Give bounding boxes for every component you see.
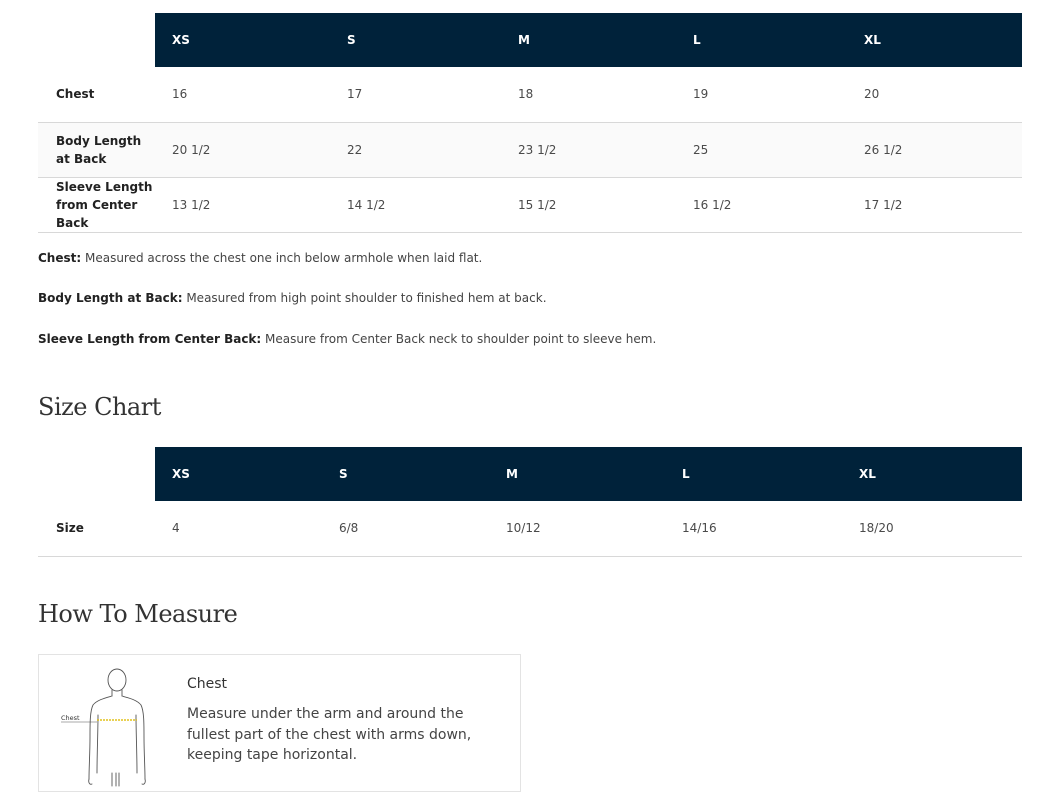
note-text: Measured from high point shoulder to finished hem at back. (182, 291, 547, 305)
table-cell: 25 (676, 122, 847, 177)
chest-measure-figure-icon (57, 663, 167, 787)
size-chart-title: Size Chart (38, 393, 161, 421)
how-to-measure-title: How To Measure (38, 600, 238, 628)
header-xl: XL (847, 13, 1022, 67)
table-row-sleeve-length (38, 177, 1022, 232)
header-s: S (330, 13, 501, 67)
table-cell: 18 (501, 67, 676, 122)
header-corner (38, 13, 155, 67)
note-body-length (38, 291, 547, 305)
size-chart-header-row (38, 447, 1022, 501)
table-cell: 15 1/2 (501, 177, 676, 232)
table-cell: 26 1/2 (847, 122, 1022, 177)
table-cell: 6/8 (322, 501, 489, 556)
note-text: Measure from Center Back neck to shoulder point to sleeve hem. (261, 332, 657, 346)
row-label: Size (38, 501, 155, 556)
header-l: L (665, 447, 842, 501)
table-cell: 23 1/2 (501, 122, 676, 177)
card-title: Chest (187, 676, 228, 692)
header-xl: XL (842, 447, 1022, 501)
note-term: Body Length at Back: (38, 291, 183, 305)
row-label: Chest (38, 67, 155, 122)
header-corner (38, 447, 155, 501)
table-cell: 16 1/2 (676, 177, 847, 232)
row-label: Body Length at Back (38, 122, 155, 177)
header-l: L (676, 13, 847, 67)
note-text: Measured across the chest one inch below armhole when laid flat. (81, 251, 483, 265)
table-cell: 13 1/2 (155, 177, 330, 232)
table-cell: 14/16 (665, 501, 842, 556)
table-cell: 20 1/2 (155, 122, 330, 177)
table-cell: 4 (155, 501, 322, 556)
table-row-body-length (38, 122, 1022, 177)
table-cell: 22 (330, 122, 501, 177)
card-description: Measure under the arm and around the fullest part of the chest with arms down, keeping tape horizontal. (187, 706, 472, 763)
measurements-header-row (38, 13, 1022, 67)
table-row-size (38, 501, 1022, 556)
figure-label: Chest (61, 714, 80, 722)
row-label: Sleeve Length from Center Back (38, 177, 155, 232)
table-cell: 17 1/2 (847, 177, 1022, 232)
measurements-table (38, 13, 1022, 233)
table-cell: 16 (155, 67, 330, 122)
table-row-chest (38, 67, 1022, 122)
header-m: M (489, 447, 665, 501)
table-cell: 14 1/2 (330, 177, 501, 232)
note-term: Chest: (38, 251, 82, 265)
note-sleeve-length (38, 332, 656, 346)
note-chest (38, 251, 482, 265)
header-xs: XS (155, 447, 322, 501)
header-xs: XS (155, 13, 330, 67)
note-term: Sleeve Length from Center Back: (38, 332, 262, 346)
table-cell: 17 (330, 67, 501, 122)
header-s: S (322, 447, 489, 501)
table-cell: 18/20 (842, 501, 1022, 556)
size-chart-table (38, 447, 1022, 557)
table-cell: 20 (847, 67, 1022, 122)
table-cell: 19 (676, 67, 847, 122)
table-cell: 10/12 (489, 501, 665, 556)
header-m: M (501, 13, 676, 67)
measure-card-chest (38, 654, 521, 792)
